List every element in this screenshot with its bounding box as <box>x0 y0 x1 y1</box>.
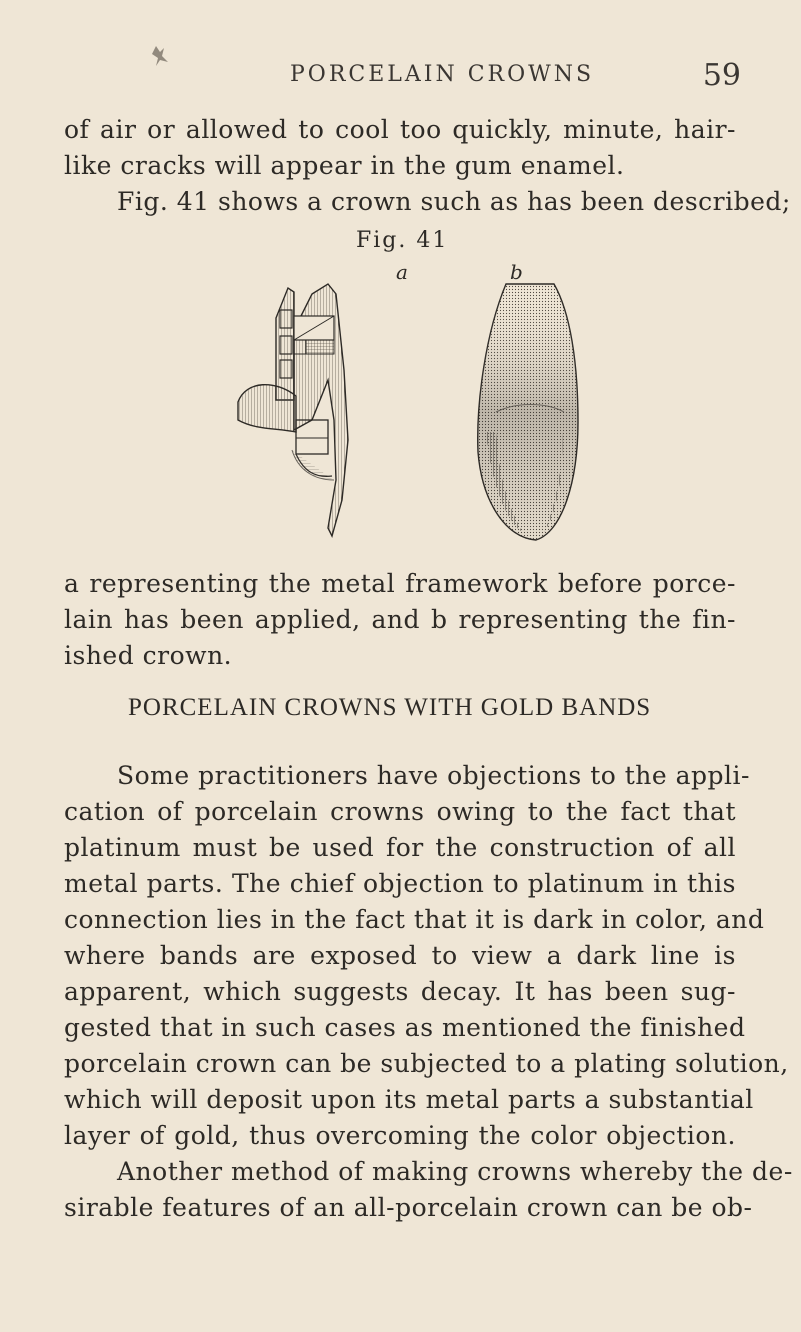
text-line: gested that in such cases as mentioned the finished <box>64 1013 746 1042</box>
text-line: connection lies in the fact that it is dark in color, and <box>64 905 765 934</box>
metal-framework-illustration <box>236 280 376 542</box>
text-line: a representing the metal framework before porce- <box>64 569 736 598</box>
text-line: lain has been applied, and b representing the fin- <box>64 605 736 634</box>
section-paragraph <box>64 758 793 1226</box>
text-line: porcelain crown can be subjected to a plating solution, <box>64 1049 789 1078</box>
text-line: cation of porcelain crowns owing to the fact that <box>64 797 736 826</box>
ink-smudge <box>150 42 172 70</box>
text-line: ished crown. <box>64 641 233 670</box>
text-line: which will deposit upon its metal parts a substantial <box>64 1085 754 1114</box>
page-number: 59 <box>702 58 741 93</box>
text-line: of air or allowed to cool too quickly, minute, hair- <box>64 115 736 144</box>
text-line: apparent, which suggests decay. It has been sug- <box>64 977 736 1006</box>
intro-paragraph <box>64 112 791 220</box>
finished-crown-illustration <box>466 282 594 544</box>
text-line: Some practitioners have objections to the appli- <box>117 761 750 790</box>
text-line: Fig. 41 shows a crown such as has been described; <box>117 187 791 216</box>
text-line: like cracks will appear in the gum enamel. <box>64 151 625 180</box>
text-line: layer of gold, thus overcoming the color objection. <box>64 1121 736 1150</box>
figure-description <box>64 566 736 674</box>
figure-label-a: a <box>396 260 408 284</box>
text-line: metal parts. The chief objection to platinum in this <box>64 869 736 898</box>
text-line: where bands are exposed to view a dark line is <box>64 941 736 970</box>
text-line: sirable features of an all-porcelain crown can be ob- <box>64 1193 753 1222</box>
running-title: PORCELAIN CROWNS <box>290 62 595 87</box>
text-line: platinum must be used for the construction of all <box>64 833 736 862</box>
figure-label-b: b <box>510 260 523 284</box>
section-heading: PORCELAIN CROWNS WITH GOLD BANDS <box>128 694 652 721</box>
text-line: Another method of making crowns whereby the de- <box>117 1157 793 1186</box>
figure-caption: Fig. 41 <box>356 228 449 253</box>
